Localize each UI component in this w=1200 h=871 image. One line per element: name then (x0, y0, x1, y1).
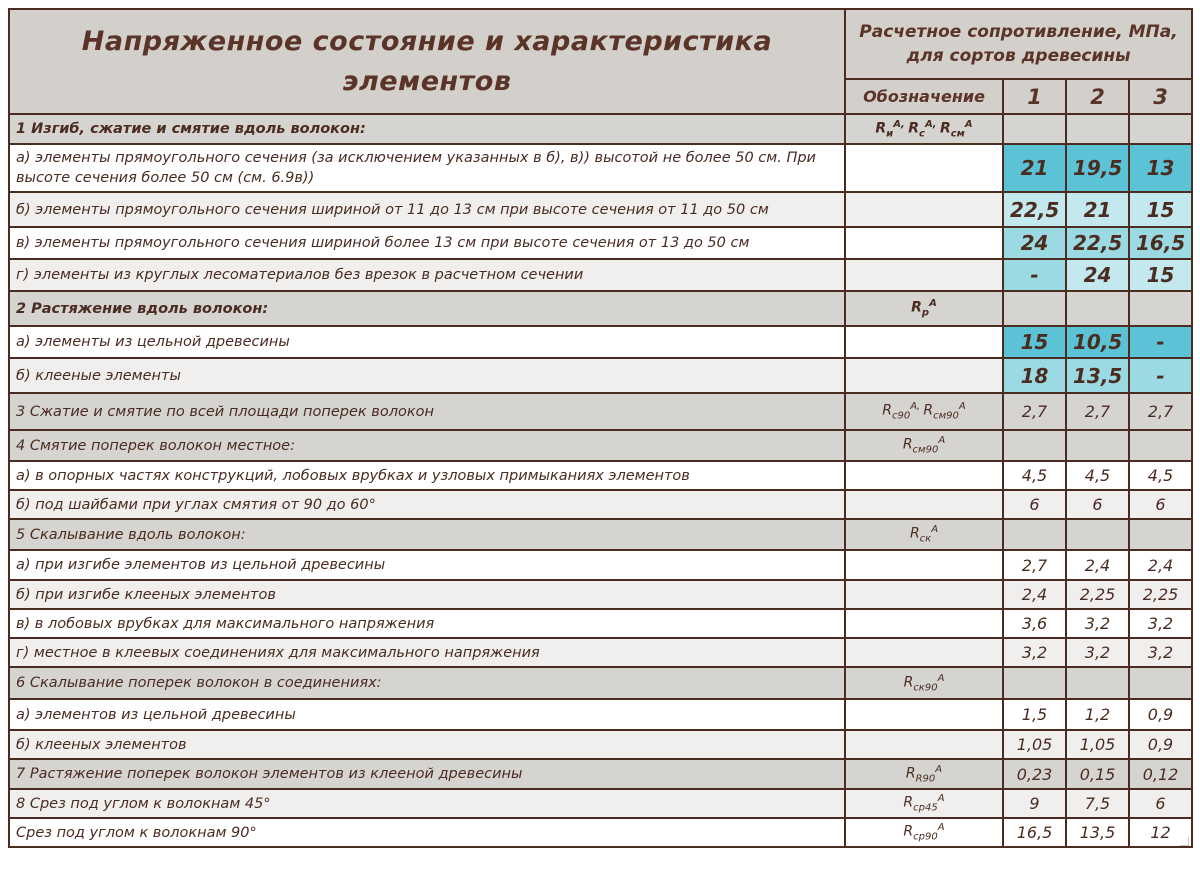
row-label: а) элементы прямоугольного сечения (за исключением указанных в б), в)) высотой не более 50 см. При высоте сечения более 50 см (см. 6.9в)) (9, 144, 845, 192)
grade-3-value: 0,12 (1129, 759, 1192, 789)
grade-2-value: 7,5 (1066, 789, 1129, 818)
designation-symbol: R (905, 765, 916, 782)
designation-symbol: R (923, 402, 934, 419)
designation-superscript: А (929, 298, 937, 310)
designation-subscript: с (919, 128, 925, 140)
grade-3-value: 6 (1129, 789, 1192, 818)
designation-symbol: R (939, 120, 951, 137)
grade-2-value: 1,2 (1066, 699, 1129, 730)
grade-2-value: 0,15 (1066, 759, 1129, 789)
designation-superscript: А (937, 793, 945, 805)
designation-subscript: р (921, 307, 930, 319)
designation-superscript: А (964, 118, 973, 130)
designation-subscript: ск (919, 533, 932, 545)
grade-3-value: 4,5 (1129, 461, 1192, 490)
designation-subscript: см90 (933, 410, 959, 422)
header-designation: Обозначение (845, 79, 1003, 114)
grade-1-value: 22,5 (1003, 192, 1066, 227)
grade-1-value: 3,6 (1003, 609, 1066, 638)
row-designation (845, 789, 1003, 818)
designation-subscript: ср90 (913, 831, 938, 843)
grade-3-value: 6 (1129, 490, 1192, 519)
grade-2-value: 13,5 (1066, 358, 1129, 393)
row-designation (845, 326, 1003, 358)
table-row (9, 144, 1192, 192)
grade-1-value (1003, 667, 1066, 699)
grade-1-value: - (1003, 259, 1066, 291)
row-designation (845, 490, 1003, 519)
grade-2-value: 3,2 (1066, 638, 1129, 667)
grade-2-value: 1,05 (1066, 730, 1129, 759)
table-row (9, 638, 1192, 667)
grade-2-value (1066, 519, 1129, 550)
grade-1-value: 16,5 (1003, 818, 1066, 847)
grade-2-value: 22,5 (1066, 227, 1129, 259)
grade-1-value: 18 (1003, 358, 1066, 393)
table-row (9, 580, 1192, 609)
row-label: 8 Срез под углом к волокнам 45° (9, 789, 845, 818)
grade-1-value (1003, 291, 1066, 326)
grade-2-value (1066, 291, 1129, 326)
table-row (9, 818, 1192, 847)
corner-mark (1180, 837, 1189, 846)
row-designation (845, 393, 1003, 430)
grade-1-value (1003, 430, 1066, 461)
row-label: в) элементы прямоугольного сечения шириной более 13 см при высоте сечения от 13 до 50 см (9, 227, 845, 259)
row-label: б) клееных элементов (9, 730, 845, 759)
designation-subscript: ск90 (913, 682, 938, 694)
row-label: Срез под углом к волокнам 90° (9, 818, 845, 847)
grade-2-value: 24 (1066, 259, 1129, 291)
row-label: в) в лобовых врубках для максимального напряжения (9, 609, 845, 638)
row-label: а) элементов из цельной древесины (9, 699, 845, 730)
designation-superscript: А (935, 763, 943, 775)
table-row (9, 789, 1192, 818)
designation-symbol: R (903, 794, 914, 811)
header-grade-3: 3 (1129, 79, 1192, 114)
row-designation (845, 638, 1003, 667)
grade-1-value: 2,7 (1003, 393, 1066, 430)
table-row (9, 730, 1192, 759)
grade-2-value: 2,4 (1066, 550, 1129, 580)
row-label: г) элементы из круглых лесоматериалов без врезок в расчетном сечении (9, 259, 845, 291)
header-title: Напряженное состояние и характеристика элементов (9, 9, 845, 114)
row-designation (845, 461, 1003, 490)
designation-subscript: ср45 (913, 802, 938, 814)
grade-1-value: 2,4 (1003, 580, 1066, 609)
row-designation (845, 114, 1003, 144)
grade-3-value: 3,2 (1129, 638, 1192, 667)
grade-2-value: 13,5 (1066, 818, 1129, 847)
designation-symbol: R (902, 436, 913, 453)
row-designation (845, 144, 1003, 192)
grade-3-value: 2,25 (1129, 580, 1192, 609)
row-label: а) в опорных частях конструкций, лобовых врубках и узловых примыканиях элементов (9, 461, 845, 490)
table-row (9, 259, 1192, 291)
grade-3-value: 15 (1129, 259, 1192, 291)
designation-superscript: А (958, 401, 966, 413)
designation-subscript: и (886, 128, 894, 140)
design-resistance-table (8, 8, 1193, 848)
row-designation (845, 259, 1003, 291)
grade-3-value: - (1129, 326, 1192, 358)
designation-symbol: R (909, 525, 920, 542)
grade-1-value: 2,7 (1003, 550, 1066, 580)
grade-2-value: 6 (1066, 490, 1129, 519)
designation-superscript: А (938, 435, 946, 447)
row-label: 3 Сжатие и смятие по всей площади поперек волокон (9, 393, 845, 430)
designation-subscript: см (950, 128, 965, 140)
grade-1-value: 15 (1003, 326, 1066, 358)
designation-subscript: R90 (915, 773, 936, 785)
row-designation (845, 358, 1003, 393)
grade-3-value (1129, 430, 1192, 461)
designation-symbol: R (908, 120, 919, 137)
grade-1-value (1003, 114, 1066, 144)
table-row (9, 759, 1192, 789)
row-label: б) клееные элементы (9, 358, 845, 393)
grade-3-value: 0,9 (1129, 730, 1192, 759)
table-row (9, 609, 1192, 638)
row-designation (845, 227, 1003, 259)
grade-3-value (1129, 291, 1192, 326)
grade-3-value: 2,4 (1129, 550, 1192, 580)
row-designation (845, 759, 1003, 789)
grade-2-value: 2,25 (1066, 580, 1129, 609)
designation-superscript: А (937, 672, 945, 684)
row-label: 4 Смятие поперек волокон местное: (9, 430, 845, 461)
row-label: б) при изгибе клееных элементов (9, 580, 845, 609)
designation-symbol: R (903, 674, 914, 691)
grade-3-value: 3,2 (1129, 609, 1192, 638)
row-designation (845, 430, 1003, 461)
table-row (9, 393, 1192, 430)
row-designation (845, 291, 1003, 326)
row-label: г) местное в клеевых соединениях для максимального напряжения (9, 638, 845, 667)
row-designation (845, 192, 1003, 227)
row-designation (845, 609, 1003, 638)
grade-3-value: 16,5 (1129, 227, 1192, 259)
row-designation (845, 550, 1003, 580)
table-body (9, 114, 1192, 847)
grade-1-value: 0,23 (1003, 759, 1066, 789)
designation-symbol: R (882, 402, 892, 419)
table-row (9, 358, 1192, 393)
row-label: 6 Скалывание поперек волокон в соединениях: (9, 667, 845, 699)
header-grade-2: 2 (1066, 79, 1129, 114)
grade-3-value (1129, 114, 1192, 144)
designation-symbol: R (911, 299, 922, 316)
row-label: 1 Изгиб, сжатие и смятие вдоль волокон: (9, 114, 845, 144)
grade-2-value: 2,7 (1066, 393, 1129, 430)
row-label: а) при изгибе элементов из цельной древесины (9, 550, 845, 580)
grade-3-value: 13 (1129, 144, 1192, 192)
row-designation (845, 699, 1003, 730)
grade-1-value: 21 (1003, 144, 1066, 192)
row-designation (845, 730, 1003, 759)
grade-3-value (1129, 667, 1192, 699)
table-row (9, 291, 1192, 326)
row-label: 2 Растяжение вдоль волокон: (9, 291, 845, 326)
grade-1-value: 1,5 (1003, 699, 1066, 730)
grade-1-value: 24 (1003, 227, 1066, 259)
grade-1-value: 1,05 (1003, 730, 1066, 759)
grade-2-value: 10,5 (1066, 326, 1129, 358)
designation-superscript: А, (924, 118, 940, 130)
table-row (9, 430, 1192, 461)
table-row (9, 326, 1192, 358)
table-row (9, 699, 1192, 730)
grade-2-value: 21 (1066, 192, 1129, 227)
row-label: б) элементы прямоугольного сечения шириной от 11 до 13 см при высоте сечения от 11 до 50 см (9, 192, 845, 227)
grade-3-value: 12 (1129, 818, 1192, 847)
row-label: а) элементы из цельной древесины (9, 326, 845, 358)
designation-superscript: А (937, 822, 945, 834)
table-row (9, 519, 1192, 550)
grade-2-value: 4,5 (1066, 461, 1129, 490)
strength-table-container (8, 8, 1191, 848)
header-resistance: Расчетное сопротивление, МПа, для сортов древесины (845, 9, 1192, 79)
designation-symbol: R (903, 823, 914, 840)
row-designation (845, 667, 1003, 699)
row-label: 5 Скалывание вдоль волокон: (9, 519, 845, 550)
table-row (9, 550, 1192, 580)
grade-2-value: 19,5 (1066, 144, 1129, 192)
grade-3-value: 2,7 (1129, 393, 1192, 430)
grade-3-value: - (1129, 358, 1192, 393)
table-row (9, 192, 1192, 227)
grade-2-value: 3,2 (1066, 609, 1129, 638)
table-row (9, 490, 1192, 519)
row-designation (845, 580, 1003, 609)
grade-1-value: 4,5 (1003, 461, 1066, 490)
grade-1-value: 9 (1003, 789, 1066, 818)
grade-1-value (1003, 519, 1066, 550)
row-label: б) под шайбами при углах смятия от 90 до 60° (9, 490, 845, 519)
designation-symbol: R (875, 120, 887, 137)
grade-1-value: 3,2 (1003, 638, 1066, 667)
row-label: 7 Растяжение поперек волокон элементов из клееной древесины (9, 759, 845, 789)
table-row (9, 114, 1192, 144)
grade-2-value (1066, 430, 1129, 461)
designation-subscript: см90 (912, 444, 939, 456)
grade-2-value (1066, 667, 1129, 699)
designation-superscript: А, (893, 118, 909, 130)
designation-superscript: А, (910, 401, 924, 413)
table-row (9, 461, 1192, 490)
grade-1-value: 6 (1003, 490, 1066, 519)
table-row (9, 667, 1192, 699)
grade-3-value: 15 (1129, 192, 1192, 227)
table-row (9, 227, 1192, 259)
row-designation (845, 519, 1003, 550)
header-grade-1: 1 (1003, 79, 1066, 114)
designation-superscript: А (931, 524, 939, 536)
designation-subscript: с90 (891, 410, 911, 422)
row-designation (845, 818, 1003, 847)
grade-3-value (1129, 519, 1192, 550)
grade-3-value: 0,9 (1129, 699, 1192, 730)
grade-2-value (1066, 114, 1129, 144)
